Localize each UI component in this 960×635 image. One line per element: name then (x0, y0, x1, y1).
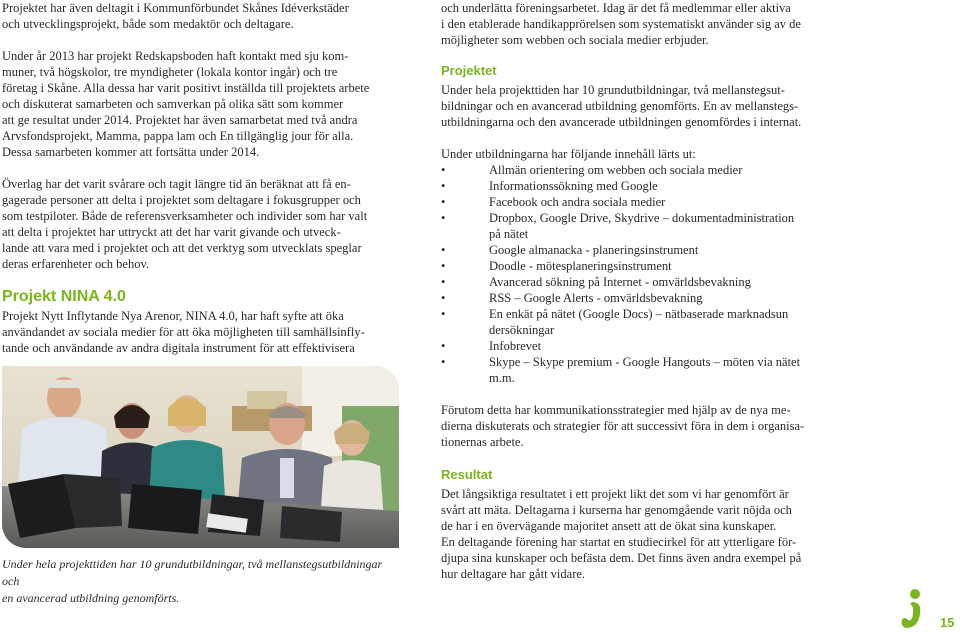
text-line: En deltagande förening har startat en studiecirkel för att ytterligare för- (441, 535, 797, 549)
text-line: och utvecklingsprojekt, både som medaktör och deltagare. (2, 17, 294, 31)
caption-line: en avancerad utbildning genomförts. (2, 591, 180, 605)
list-item (441, 162, 829, 178)
text-line: tande och användande av andra digitala instrument för att effektivisera (2, 341, 355, 355)
text-line: användandet av sociala medier för att öka möjligheten till samhällsinfly- (2, 325, 365, 339)
text-line: de har i en övervägande majoritet ansett att de ökat sina kunskaper. (441, 519, 777, 533)
right-column (441, 0, 829, 582)
list-item-text: Facebook och andra sociala medier (489, 195, 666, 209)
list-intro: Under utbildningarna har följande innehåll lärts ut: (441, 147, 696, 161)
text-line: och underlätta föreningsarbetet. Idag är det få medlemmar eller aktiva (441, 1, 791, 15)
list-item-text: Avancerad sökning på Internet - omvärldsbevakning (489, 275, 751, 289)
text-line: gagerade personer att delta i projektet som deltagare i fokusgrupper och (2, 193, 361, 207)
text-line: Under hela projekttiden har 10 grundutbildningar, två mellanstegsut- (441, 83, 785, 97)
list-item-text: Doodle - mötesplaneringsinstrument (489, 259, 672, 273)
bullet-icon: • (441, 307, 446, 321)
bullet-icon: • (441, 339, 446, 353)
bullet-icon: • (441, 163, 446, 177)
bullet-icon: • (441, 275, 446, 289)
list-item (441, 258, 829, 274)
strategies-paragraph (441, 402, 829, 450)
section-heading-resultat: Resultat (441, 467, 493, 482)
list-item (441, 290, 829, 306)
list-item-text: Informationssökning med Google (489, 179, 658, 193)
text-line: Under år 2013 har projekt Redskapsboden haft kontakt med sju kom- (2, 49, 349, 63)
list-item-text: m.m. (489, 371, 515, 385)
text-line: lande att vara med i projektet och att det verktyg som utvecklats speglar (2, 241, 362, 255)
text-line: deras erfarenheter och behov. (2, 257, 150, 271)
list-item (441, 338, 829, 354)
evaluation-paragraph (2, 176, 397, 272)
bullet-icon: • (441, 243, 446, 257)
section-heading-nina: Projekt NINA 4.0 (2, 288, 126, 305)
nina-paragraph (2, 308, 397, 356)
text-line: Projekt Nytt Inflytande Nya Arenor, NINA 4.0, har haft syfte att öka (2, 309, 344, 323)
page-number: 15 (940, 615, 955, 630)
list-item-text: Skype – Skype premium - Google Hangouts – möten via nätet (489, 355, 801, 369)
partners-paragraph (2, 48, 397, 160)
training-photo (2, 366, 399, 548)
list-item-text: En enkät på nätet (Google Docs) – nätbaserade marknadsun (489, 307, 789, 321)
text-line: att ge resultat under 2014. Projektet har även samarbetat med två andra (2, 113, 358, 127)
bullet-icon: • (441, 179, 446, 193)
text-line: bildningar och en avancerad utbildning genomförts. En av mellanstegs- (441, 99, 799, 113)
text-line: som testpiloter. Både de referensverksamheter och individer som har valt (2, 209, 368, 223)
section-heading-projektet: Projektet (441, 63, 497, 78)
course-content-list (441, 162, 829, 386)
text-line: Överlag har det varit svårare och tagit längre tid än beräknat att få en- (2, 177, 351, 191)
bullet-icon: • (441, 259, 446, 273)
text-line: Dessa samarbeten kommer att fortsätta under 2014. (2, 145, 260, 159)
caption-line: Under hela projekttiden har 10 grundutbildningar, två mellanstegsutbildningar och (2, 557, 383, 588)
text-line: utbildningarna och den avancerade utbildningen genomfördes i internat. (441, 115, 802, 129)
list-item (441, 354, 829, 386)
intro-paragraph (2, 0, 397, 32)
list-item-text: Infobrevet (489, 339, 542, 353)
bullet-icon: • (441, 211, 446, 225)
left-column (2, 0, 397, 356)
bullet-icon: • (441, 291, 446, 305)
bullet-icon: • (441, 355, 446, 369)
list-item-text: dersökningar (489, 323, 555, 337)
text-line: svårt att mäta. Deltagarna i kurserna har genomgående varit nöjda och (441, 503, 792, 517)
list-item-text: Google almanacka - planeringsinstrument (489, 243, 699, 257)
text-line: i den etablerade handikapprörelsen som systematiskt använder sig av de (441, 17, 801, 31)
list-item-text: på nätet (489, 227, 529, 241)
text-line: tionernas arbete. (441, 435, 524, 449)
continued-paragraph (441, 0, 829, 48)
projektet-paragraph (441, 82, 829, 130)
list-item (441, 274, 829, 290)
text-line: möjligheter som webben och sociala medier erbjuder. (441, 33, 709, 47)
text-line: hur deltagare har gått vidare. (441, 567, 586, 581)
list-item (441, 210, 829, 242)
list-item (441, 178, 829, 194)
text-line: företag i Skåne. Alla dessa har varit positivt inställda till projektets arbete (2, 81, 370, 95)
list-item (441, 306, 829, 338)
list-item-text: Allmän orientering om webben och sociala medier (489, 163, 743, 177)
text-line: och diskuterat samarbeten och samverkan på olika sätt som kommer (2, 97, 344, 111)
bullet-icon: • (441, 195, 446, 209)
text-line: dierna diskuterats och strategier för att successivt föra in dem i organisa- (441, 419, 805, 433)
list-item-text: RSS – Google Alerts - omvärldsbevakning (489, 291, 703, 305)
text-line: Projektet har även deltagit i Kommunförbundet Skånes Idéverkstäder (2, 1, 349, 15)
text-line: djupa sina kunskaper och befästa dem. Det finns även andra exempel på (441, 551, 802, 565)
text-line: Förutom detta har kommunikationsstrategier med hjälp av de nya me- (441, 403, 791, 417)
list-item (441, 194, 829, 210)
photo-caption (2, 556, 397, 607)
resultat-paragraph (441, 486, 829, 582)
green-figure-logo-icon (898, 588, 928, 630)
text-line: att delta i projektet har uttryckt att det har varit givande och utveck- (2, 225, 341, 239)
text-line: muner, två högskolor, tre myndigheter (lokala kontor ingår) och tre (2, 65, 338, 79)
list-item-text: Dropbox, Google Drive, Skydrive – dokumentadministration (489, 211, 795, 225)
text-line: Arvsfondsprojekt, Mamma, pappa lam och En tillgänglig jour för alla. (2, 129, 354, 143)
text-line: Det långsiktiga resultatet i ett projekt likt det som vi har genomfört är (441, 487, 789, 501)
list-item (441, 242, 829, 258)
